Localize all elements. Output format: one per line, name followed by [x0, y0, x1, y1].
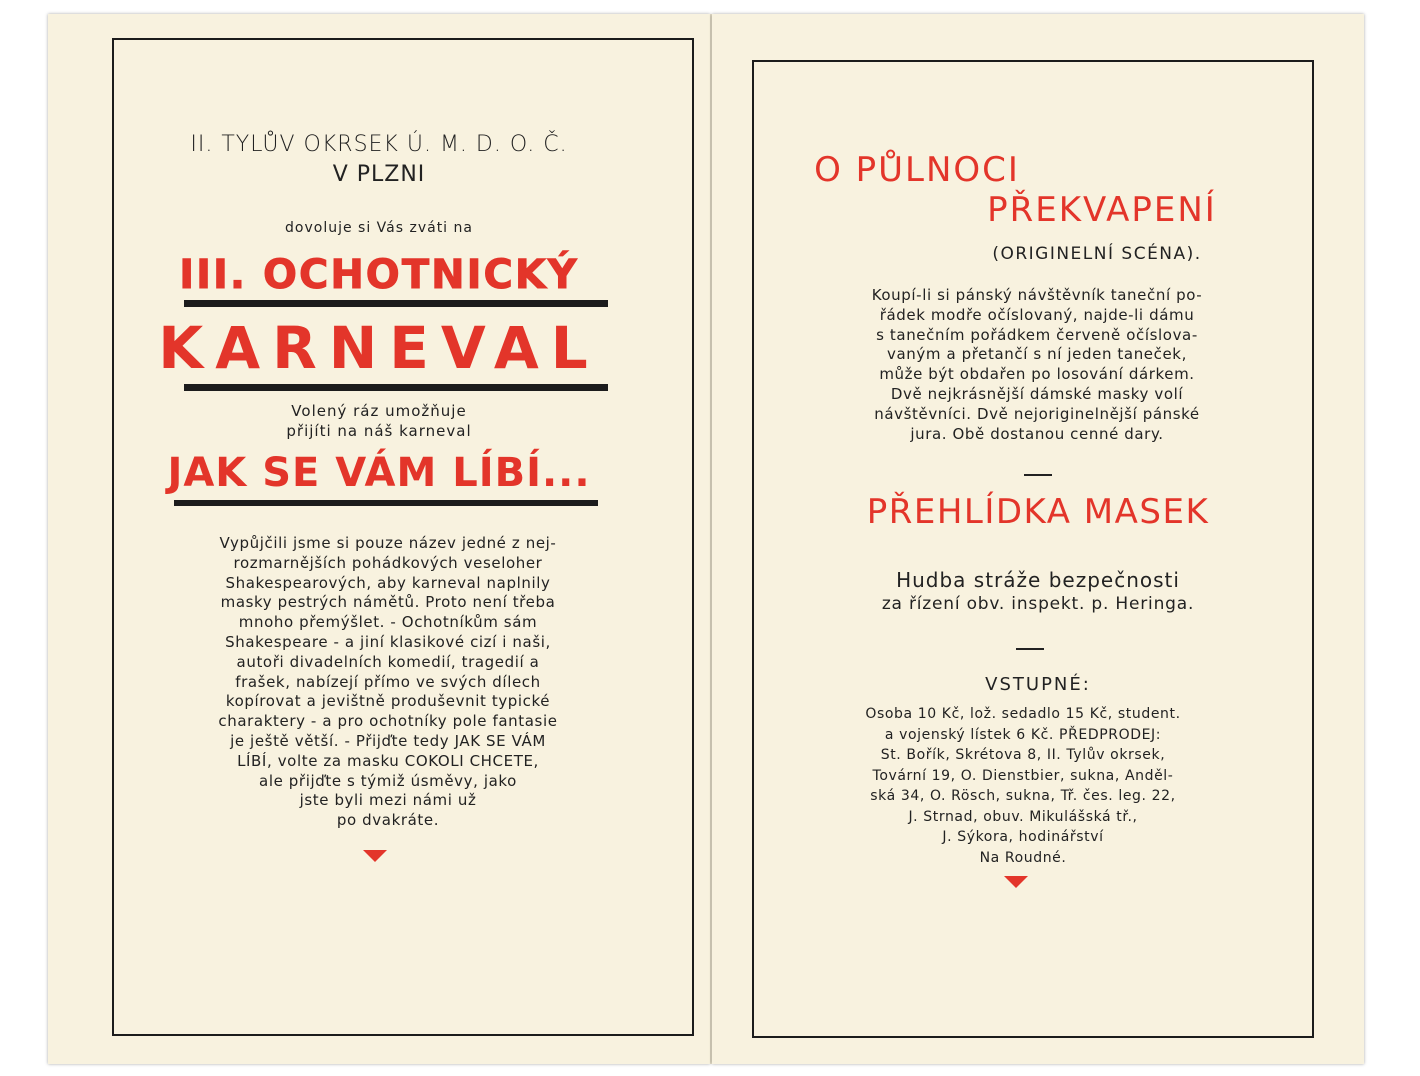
red-triangle-icon — [1004, 876, 1028, 888]
text-line: J. Strnad, obuv. Mikulášská tř., — [908, 808, 1138, 825]
text-line: masky pestrých námětů. Proto není třeba — [220, 593, 556, 612]
text-line: Osoba 10 Kč, lož. sedadlo 15 Kč, student. — [865, 706, 1181, 722]
title-rule-top — [184, 300, 608, 307]
text-line: může být obdařen po losování dárkem. — [879, 365, 1195, 384]
text-line: autoři divadelních komedií, tragedií a — [236, 652, 540, 671]
text-line: LÍBÍ, volte za masku COKOLI CHCETE, — [237, 751, 539, 770]
text-line: kopírovat a jevištně produševnit typické — [225, 692, 551, 711]
theme-intro-line-1: Volený ráz umožňuje — [291, 402, 467, 420]
text-line: a vojenský lístek 6 Kč. PŘEDPRODEJ: — [884, 726, 1162, 743]
text-line: J. Sýkora, hodinářství — [942, 829, 1104, 845]
text-line: charaktery - a pro ochotníky pole fantasie — [218, 712, 558, 731]
text-line: Shakespeare - a jiní klasikové cizí i naši, — [225, 632, 551, 651]
theme-title: JAK SE VÁM LÍBÍ... — [167, 450, 591, 496]
text-line: frašek, nabízejí přímo ve svých dílech — [235, 672, 541, 691]
text-line: Dvě nejkrásnější dámské masky volí — [890, 384, 1184, 403]
theme-intro-line-2: přijíti na náš karneval — [286, 422, 472, 440]
admission-title: VSTUPNÉ: — [985, 674, 1091, 695]
text-line: je ještě větší. - Přijďte tedy JAK SE VÁM — [230, 731, 546, 750]
music-line-1: Hudba stráže bezpečnosti — [896, 568, 1180, 592]
text-line: Shakespearových, aby karneval naplnily — [225, 573, 551, 592]
text-line: vaným a přetančí s ní jeden taneček, — [887, 345, 1187, 364]
midnight-title-line-2: PŘEKVAPENÍ — [987, 190, 1217, 230]
theme-title-rule — [174, 500, 598, 506]
text-line: Na Roudné. — [979, 849, 1067, 866]
text-line: Koupí-li si pánský návštěvník taneční po- — [871, 286, 1203, 304]
text-line: po dvakráte. — [336, 811, 440, 830]
text-line: s tanečním pořádkem červeně očíslova- — [876, 325, 1198, 344]
text-line: návštěvníci. Dvě nejoriginelnější pánské — [874, 404, 1200, 423]
organizer-line-1: II. TYLŮV OKRSEK Ú. M. D. O. Č. — [190, 132, 568, 157]
surprise-description — [852, 286, 1222, 444]
section-divider — [1024, 474, 1052, 476]
title-rule-bottom — [184, 384, 608, 391]
left-body-paragraph — [198, 534, 578, 831]
text-line: jura. Obě dostanou cenné dary. — [910, 424, 1164, 443]
admission-details — [840, 704, 1206, 868]
text-line: rozmarnějších pohádkových veseloher — [233, 553, 543, 572]
event-title-line-1: III. OCHOTNICKÝ — [179, 252, 579, 298]
text-line: mnoho přemýšlet. - Ochotníkům sám — [238, 613, 538, 632]
original-scene-note: (ORIGINELNÍ SCÉNA). — [992, 244, 1202, 264]
text-line: ale přijďte s týmiž úsměvy, jako — [259, 771, 517, 790]
text-line: Vypůjčili jsme si pouze název jedné z nej- — [219, 534, 557, 552]
red-triangle-icon — [363, 850, 387, 862]
mask-parade-title: PŘEHLÍDKA MASEK — [866, 492, 1210, 532]
event-title-karneval: KARNEVAL — [158, 314, 600, 382]
text-line: St. Bořík, Skrétova 8, II. Tylův okrsek, — [880, 747, 1166, 763]
text-line: ská 34, O. Rösch, sukna, Tř. čes. leg. 22, — [870, 788, 1176, 804]
invitation-text: dovoluje si Vás zváti na — [285, 220, 473, 236]
text-line: jste byli mezi námi už — [299, 791, 477, 810]
text-line: řádek modře očíslovaný, najde-li dámu — [879, 305, 1195, 324]
midnight-title-line-1: O PŮLNOCI — [814, 150, 1020, 190]
left-page — [48, 14, 710, 1064]
text-line: Tovární 19, O. Dienstbier, sukna, Anděl- — [872, 767, 1174, 784]
section-divider — [1016, 648, 1044, 650]
organizer-line-2: V PLZNI — [332, 162, 426, 187]
right-page — [712, 14, 1364, 1064]
music-line-2: za řízení obv. inspekt. p. Heringa. — [881, 594, 1195, 614]
